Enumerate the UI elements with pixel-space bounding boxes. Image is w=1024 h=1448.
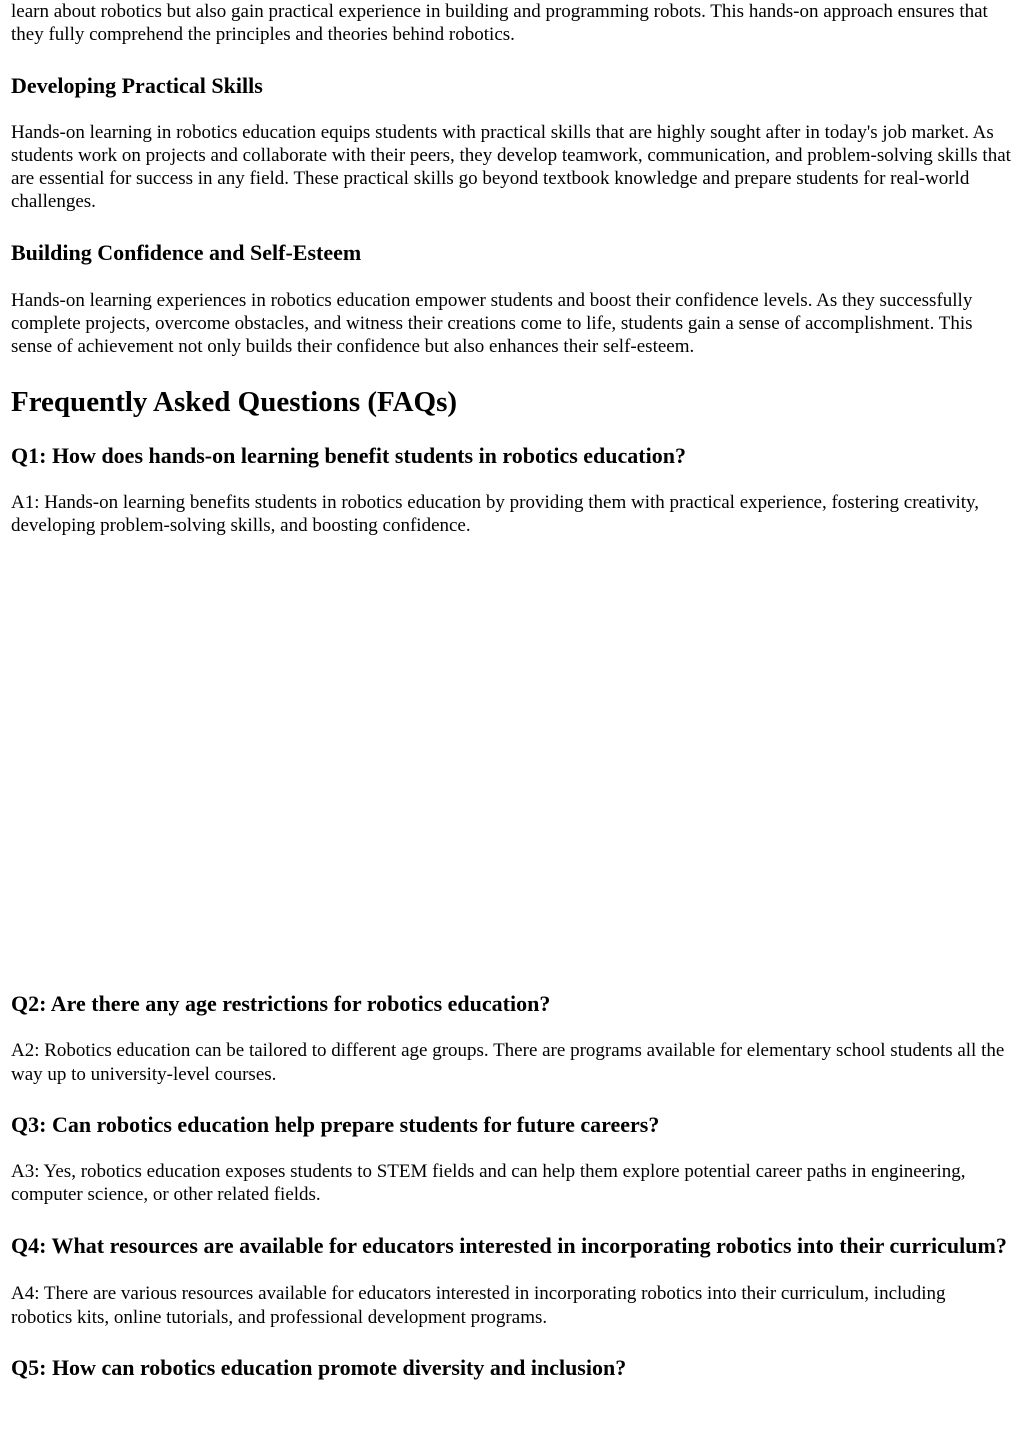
faq-question-3: Q3: Can robotics education help prepare students for future careers? — [11, 1111, 660, 1137]
article-content — [11, 0, 1011, 1381]
faq-answer-3: A3: Yes, robotics education exposes students to STEM fields and can help them explore potential career paths in engineering, computer science, or other related fields. — [11, 1160, 966, 1206]
faq-title: Frequently Asked Questions (FAQs) — [11, 385, 458, 418]
blank-ad-space — [11, 537, 1011, 981]
section-heading-confidence: Building Confidence and Self-Esteem — [11, 239, 362, 265]
section-body-confidence: Hands-on learning experiences in robotics education empower students and boost their confidence levels. As they successfully complete projects, overcome obstacles, and witness their creations come to life, students gain a sense of accomplishment. This sense of achievement not only builds their confidence but also enhances their self-esteem. — [11, 289, 973, 358]
faq-answer-2: A2: Robotics education can be tailored to different age groups. There are programs available for elementary school students all the way up to university-level courses. — [11, 1040, 1005, 1085]
faq-answer-1: A1: Hands-on learning benefits students in robotics education by providing them with practical experience, fostering creativity, developing problem-solving skills, and boosting confidence. — [11, 491, 980, 536]
faq-answer-4: A4: There are various resources available for educators interested in incorporating robotics into their curriculum, including robotics kits, online tutorials, and professional development programs. — [11, 1283, 946, 1328]
faq-question-1: Q1: How does hands-on learning benefit students in robotics education? — [11, 442, 686, 468]
section-heading-practical-skills: Developing Practical Skills — [11, 72, 263, 98]
intro-paragraph: learn about robotics but also gain practical experience in building and programming robots. This hands-on approach ensures that they fully comprehend the principles and theories behind robotics. — [11, 1, 988, 46]
faq-question-5: Q5: How can robotics education promote diversity and inclusion? — [11, 1355, 627, 1381]
section-body-practical-skills: Hands-on learning in robotics education equips students with practical skills that are highly sought after in today's job market. As students work on projects and collaborate with their peers, they develop teamwork, communication, and problem-solving skills that are essential for success in any field. These practical skills go beyond textbook knowledge and prepare students for real-world challenges. — [11, 121, 1011, 213]
faq-question-2: Q2: Are there any age restrictions for robotics education? — [11, 991, 551, 1017]
faq-question-4: Q4: What resources are available for educators interested in incorporating robotics into their curriculum? — [11, 1233, 1007, 1259]
